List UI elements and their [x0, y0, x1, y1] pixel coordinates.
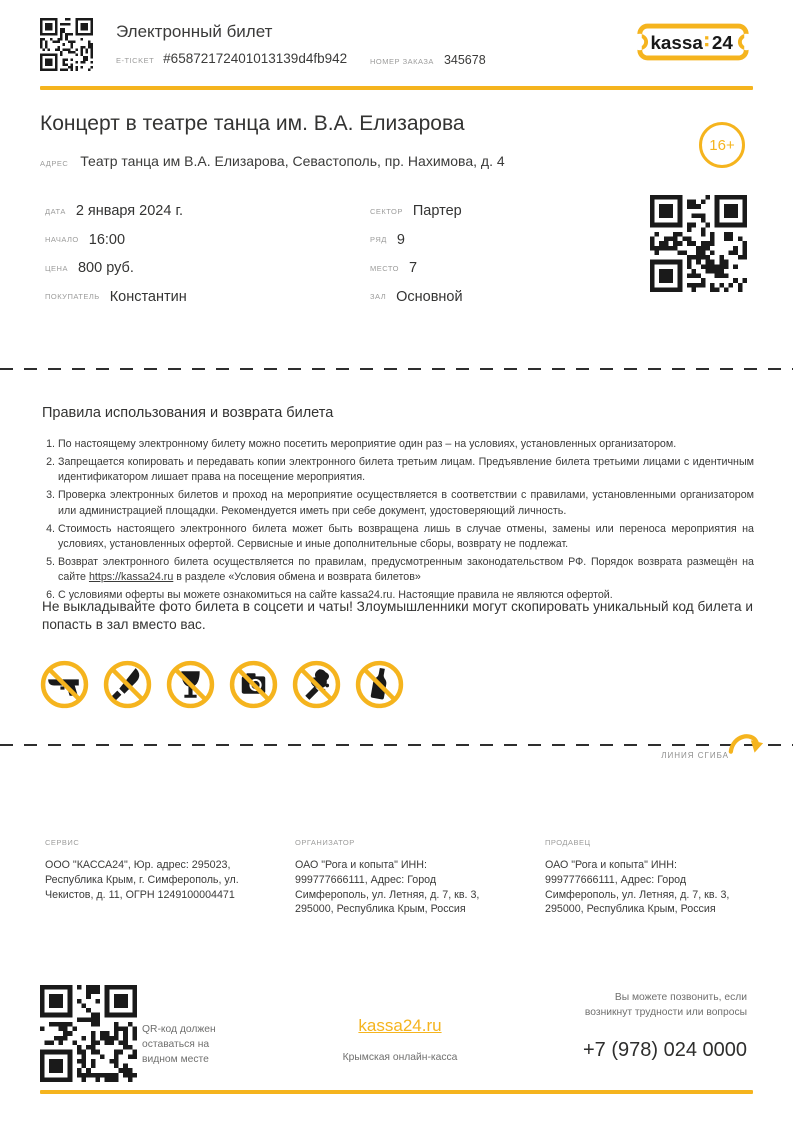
legal-info-column	[45, 838, 295, 917]
detail-value: 16:00	[88, 231, 126, 248]
order-number: 345678	[443, 53, 486, 67]
detail-row	[370, 226, 463, 255]
detail-label: МЕСТО	[370, 263, 399, 273]
address-label: АДРЕС	[40, 159, 69, 168]
detail-value: Партер	[412, 203, 462, 220]
tear-off-dashed-line	[0, 368, 793, 370]
rule-text: По настоящему электронному билету можно посетить мероприятие один раз – на условиях, установленных организатором.	[58, 438, 677, 450]
detail-row	[370, 254, 463, 283]
support-phone-number: +7 (978) 024 0000	[582, 1039, 747, 1061]
ticket-qr-code-icon	[650, 195, 747, 292]
rule-text: С условиями оферты вы можете ознакомиться на сайте kassa24.ru. Настоящие правила не являются офертой.	[58, 589, 613, 602]
legal-column-text: ООО "КАССА24", Юр. адрес: 295023, Республика Крым, г. Симферополь, ул. Чекистов, д. 11, ОГРН 1249100004471	[45, 859, 239, 901]
legal-info-column	[545, 838, 753, 917]
detail-label: РЯД	[370, 235, 387, 245]
site-subtitle: Крымская онлайн-касса	[342, 1052, 458, 1063]
kassa24-logo	[635, 21, 751, 63]
legal-column-text: ОАО "Рога и копыта" ИНН: 999777666111, Адрес: Город Симферополь, ул. Летняя, д. 7, кв. 3, 295000, Республика Крым, Россия	[295, 859, 480, 916]
no-weapons-icon	[40, 660, 89, 709]
prohibition-icons-row	[40, 660, 404, 709]
details-column-right	[370, 197, 463, 311]
rule-item	[58, 488, 754, 519]
rule-text: Возврат электронного билета осуществляется по правилам, предусмотренным законодательством РФ. Порядок возврата размещён на сайте	[58, 555, 754, 584]
detail-label: ЗАЛ	[370, 292, 387, 302]
no-knives-icon	[103, 660, 152, 709]
no-glassware-icon	[166, 660, 215, 709]
rule-text: Стоимость настоящего электронного билета может быть возвращена лишь в случае отмены, замены или переноса мероприятия на условиях, установленных офертой. Сервисные и иные дополнительные сборы, возврату не подлежат.	[58, 522, 754, 550]
event-title: Концерт в театре танца им. В.А. Елизарова	[40, 112, 465, 135]
rule-item	[58, 522, 754, 553]
order-number-row	[370, 53, 486, 67]
legal-column-label: ОРГАНИЗАТОР	[295, 838, 355, 847]
eticket-number-row	[116, 51, 347, 66]
rules-section	[42, 405, 754, 606]
legal-column-label: ПРОДАВЕЦ	[545, 838, 591, 847]
detail-label: СЕКТОР	[370, 206, 403, 216]
legal-column-text: ОАО "Рога и копыта" ИНН: 999777666111, Адрес: Город Симферополь, ул. Летняя, д. 7, кв. 3, 295000, Республика Крым, Россия	[545, 859, 730, 916]
kassa24-site-link[interactable]: kassa24.ru	[358, 1016, 442, 1035]
qr-visibility-note: QR-код должен оставаться на видном месте	[142, 1024, 216, 1065]
rule-item	[58, 555, 754, 586]
no-alcohol-icon	[355, 660, 404, 709]
legal-info-columns	[45, 838, 753, 917]
site-block	[308, 1016, 492, 1063]
legal-column-label: СЕРВИС	[45, 838, 80, 847]
detail-row	[370, 283, 463, 312]
rules-list	[42, 437, 754, 604]
top-accent-divider	[40, 86, 753, 90]
no-camera-icon	[229, 660, 278, 709]
no-pyrotechnics-icon	[292, 660, 341, 709]
details-column-left	[45, 197, 187, 311]
header-qr-code-icon	[40, 18, 93, 71]
detail-value: 7	[409, 260, 418, 277]
eticket-label: E-TICKET	[116, 56, 155, 65]
detail-value: 2 января 2024 г.	[75, 203, 184, 220]
phone-help-note: Вы можете позвонить, если возникнут трудности или вопросы	[584, 992, 747, 1018]
detail-row	[45, 226, 187, 255]
detail-value: Константин	[109, 288, 187, 305]
kassa24-return-policy-link[interactable]: https://kassa24.ru	[88, 571, 174, 584]
detail-label: ЦЕНА	[45, 263, 68, 273]
detail-label: ПОКУПАТЕЛЬ	[45, 292, 100, 302]
logo-text-kassa: kassa	[650, 32, 703, 54]
rule-text: Запрещается копировать и передавать копии электронного билета третьим лицам. Предъявление билета третьими лицами с идентичным идентификатором лишает права на посещение мероприятия.	[58, 455, 754, 484]
fold-line-label: ЛИНИЯ СГИБА	[661, 751, 729, 760]
rule-text: Проверка электронных билетов и проход на мероприятие осуществляется в соответствии с правилами, установленными организатором или администрацией площадки. Рекомендуется иметь при себе документ, удостоверяющий личность.	[58, 489, 754, 517]
age-restriction-badge: 16+	[699, 122, 745, 168]
rule-item	[58, 455, 754, 486]
venue-address: Театр танца им В.А. Елизарова, Севастополь, пр. Нахимова, д. 4	[80, 153, 505, 169]
detail-value: Основной	[396, 288, 463, 305]
fold-arrow-icon	[728, 728, 766, 762]
detail-row	[45, 254, 187, 283]
detail-label: НАЧАЛО	[45, 235, 79, 245]
rules-title: Правила использования и возврата билета	[42, 405, 334, 421]
detail-value: 800 руб.	[77, 260, 134, 277]
photo-warning-text: Не выкладывайте фото билета в соцсети и чаты! Злоумышленники могут скопировать уникальный код билета и попасть в зал вместо вас.	[42, 599, 753, 632]
detail-row	[45, 283, 187, 312]
ticket-type-title: Электронный билет	[116, 22, 273, 41]
detail-label: ДАТА	[45, 206, 66, 216]
detail-row	[370, 197, 463, 226]
rule-text-after-link: в разделе «Условия обмена и возврата билетов»	[173, 571, 421, 584]
eticket-number: #65872172401013139d4fb942	[163, 51, 348, 66]
detail-row	[45, 197, 187, 226]
logo-text-24: 24	[711, 32, 733, 54]
rule-item	[58, 437, 754, 452]
address-row	[40, 153, 505, 169]
bottom-qr-code-icon	[40, 985, 137, 1082]
detail-value: 9	[396, 231, 405, 248]
bottom-accent-divider	[40, 1090, 753, 1094]
order-number-label: НОМЕР ЗАКАЗА	[370, 57, 434, 66]
fold-dashed-line	[0, 744, 793, 746]
legal-info-column	[295, 838, 545, 917]
